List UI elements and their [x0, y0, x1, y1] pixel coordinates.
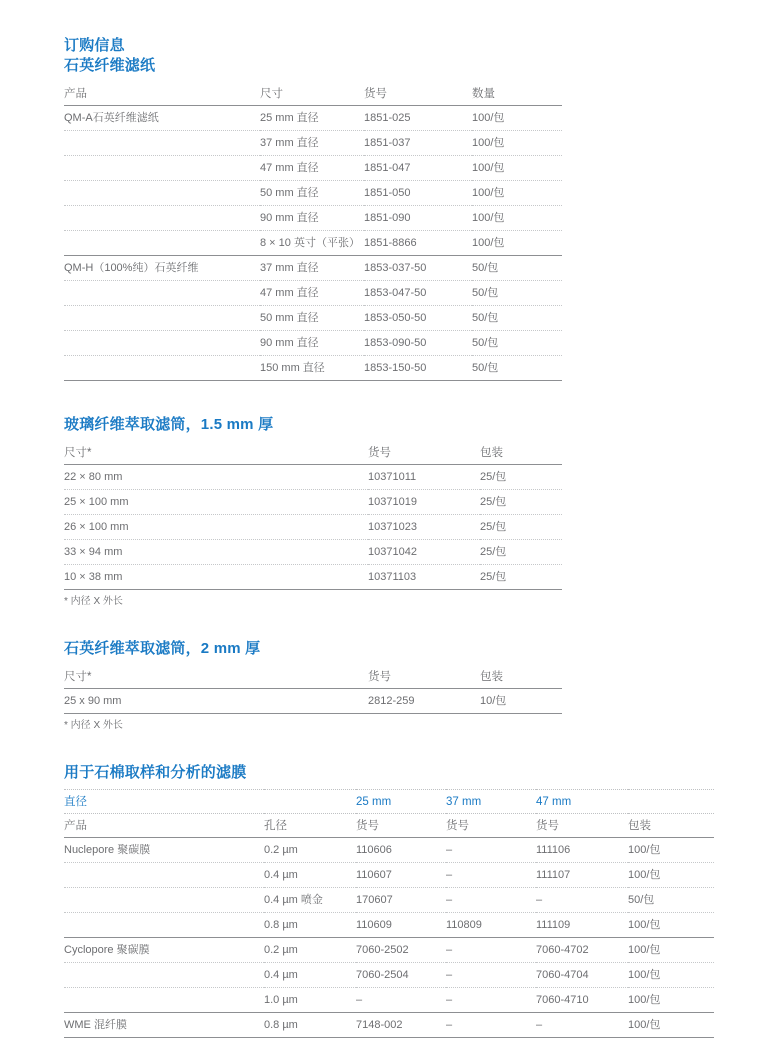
table-row	[64, 231, 562, 256]
column-header-pack: 包装	[628, 814, 714, 838]
cell-catalog-47mm: 7060-4702	[536, 938, 628, 963]
diameter-spacer	[264, 790, 356, 814]
cell-quantity: 100/包	[472, 206, 562, 231]
column-header-product: 产品	[64, 814, 264, 838]
cell-product: WME 混纤膜	[64, 1013, 264, 1038]
cell-product: Nuclepore 聚碳膜	[64, 844, 151, 856]
cell-product	[64, 156, 260, 181]
cell-catalog-47mm: 111109	[536, 913, 628, 938]
column-header-pack: 包装	[480, 441, 562, 465]
cell-quantity: 100/包	[472, 112, 505, 124]
cell-catalog-47mm: 111106	[536, 844, 571, 856]
cell-catalog-25mm: 170607	[356, 888, 446, 913]
table-row	[64, 256, 562, 281]
cell-pack: 100/包	[628, 1013, 714, 1038]
cell-product	[64, 963, 264, 988]
cell-pore-size: 1.0 µm	[264, 988, 356, 1013]
cell-product	[64, 356, 260, 381]
cell-catalog: 1853-150-50	[364, 356, 472, 381]
table-quartz-fiber-paper	[64, 82, 562, 381]
spacer	[64, 733, 720, 763]
cell-catalog-25mm: 7060-2504	[356, 963, 446, 988]
footnote-glass-thimble: * 内径 X 外长	[64, 596, 123, 607]
cell-catalog-47mm: –	[536, 1013, 628, 1038]
table-row	[64, 356, 562, 381]
table-row	[64, 206, 562, 231]
cell-catalog-37mm: –	[446, 963, 536, 988]
cell-quantity: 50/包	[472, 356, 562, 381]
cell-catalog: 10371011	[368, 471, 417, 483]
cell-pack: 100/包	[628, 963, 714, 988]
table-row	[64, 913, 714, 938]
table-row	[64, 1013, 714, 1038]
table-header-row	[64, 82, 562, 106]
cell-quantity: 100/包	[472, 181, 562, 206]
cell-product	[64, 206, 260, 231]
section-heading-quartz-paper: 石英纤维滤纸	[64, 57, 156, 74]
cell-product: QM-A石英纤维滤纸	[64, 112, 159, 124]
cell-quantity: 100/包	[472, 231, 562, 256]
cell-size: 8 × 10 英寸（平张）	[260, 231, 364, 256]
cell-pack: 25/包	[480, 540, 562, 565]
cell-size: 25 mm 直径	[260, 112, 319, 124]
table-row	[64, 490, 562, 515]
cell-catalog-25mm: 7060-2502	[356, 938, 446, 963]
table-row	[64, 838, 714, 863]
cell-product	[64, 988, 264, 1013]
cell-quantity: 50/包	[472, 256, 562, 281]
cell-catalog: 2812-259	[368, 689, 480, 714]
table-row	[64, 465, 562, 490]
table-row	[64, 331, 562, 356]
column-header-catalog-47mm: 货号	[536, 814, 628, 838]
cell-product: Cyclopore 聚碳膜	[64, 938, 264, 963]
cell-catalog: 1851-037	[364, 131, 472, 156]
column-header-catalog: 货号	[368, 665, 480, 689]
column-header-size: 尺寸*	[64, 665, 368, 689]
cell-catalog: 1853-050-50	[364, 306, 472, 331]
table-row	[64, 156, 562, 181]
cell-quantity: 100/包	[472, 131, 562, 156]
cell-size: 26 × 100 mm	[64, 515, 368, 540]
table-asbestos-membranes-body	[64, 790, 714, 1038]
table-asbestos-membranes	[64, 789, 714, 1038]
table-row	[64, 863, 714, 888]
cell-product	[64, 181, 260, 206]
cell-catalog: 10371103	[368, 565, 480, 590]
table-row	[64, 938, 714, 963]
cell-pore-size: 0.4 µm	[264, 863, 356, 888]
table-row	[64, 181, 562, 206]
cell-size: 25 x 90 mm	[64, 689, 368, 714]
table-glass-fiber-thimbles-body	[64, 441, 562, 590]
cell-pack: 50/包	[628, 888, 714, 913]
table-row	[64, 565, 562, 590]
cell-catalog-47mm: 7060-4710	[536, 988, 628, 1013]
cell-size: 50 mm 直径	[260, 181, 364, 206]
cell-product	[64, 306, 260, 331]
cell-quantity: 50/包	[472, 281, 562, 306]
cell-pack: 25/包	[480, 471, 507, 483]
cell-pack: 100/包	[628, 988, 714, 1013]
cell-catalog-37mm: –	[446, 844, 453, 856]
cell-pore-size: 0.2 µm	[264, 938, 356, 963]
cell-product	[64, 913, 264, 938]
cell-quantity: 50/包	[472, 306, 562, 331]
cell-size: 90 mm 直径	[260, 206, 364, 231]
cell-pore-size: 0.4 µm	[264, 963, 356, 988]
cell-product: QM-H（100%纯）石英纤维	[64, 256, 260, 281]
cell-catalog: 1853-090-50	[364, 331, 472, 356]
cell-size: 37 mm 直径	[260, 256, 364, 281]
table-row	[64, 515, 562, 540]
cell-pack: 25/包	[480, 515, 562, 540]
cell-catalog: 10371019	[368, 490, 480, 515]
table-diameter-band-row	[64, 790, 714, 814]
spacer	[64, 609, 720, 639]
cell-quantity: 100/包	[472, 156, 562, 181]
cell-catalog: 10371042	[368, 540, 480, 565]
cell-pack: 100/包	[628, 913, 714, 938]
section-heading-quartz-thimble: 石英纤维萃取滤筒，2 mm 厚	[64, 640, 261, 657]
column-header-catalog: 货号	[364, 82, 472, 106]
cell-pore-size: 0.4 µm 喷金	[264, 888, 356, 913]
cell-catalog-37mm: –	[446, 938, 536, 963]
table-row	[64, 306, 562, 331]
cell-pore-size: 0.8 µm	[264, 1013, 356, 1038]
table-row	[64, 131, 562, 156]
table-row	[64, 106, 562, 131]
diameter-37mm: 37 mm	[446, 790, 536, 814]
diameter-label: 直径	[64, 790, 264, 814]
section-heading-glass-thimble: 玻璃纤维萃取滤筒，1.5 mm 厚	[64, 416, 274, 433]
cell-catalog-37mm: –	[446, 988, 536, 1013]
table-quartz-fiber-thimbles-body	[64, 665, 562, 714]
column-header-pore-size: 孔径	[264, 814, 356, 838]
cell-catalog-47mm: 7060-4704	[536, 963, 628, 988]
cell-product	[64, 231, 260, 256]
spacer	[64, 381, 720, 415]
cell-pack: 25/包	[480, 565, 562, 590]
cell-size: 25 × 100 mm	[64, 490, 368, 515]
table-glass-fiber-thimbles	[64, 441, 562, 590]
diameter-pack-spacer	[628, 790, 714, 814]
section-heading-asbestos: 用于石棉取样和分析的滤膜	[64, 764, 247, 781]
column-header-catalog: 货号	[368, 441, 480, 465]
cell-product	[64, 331, 260, 356]
cell-size: 47 mm 直径	[260, 156, 364, 181]
cell-catalog-37mm: –	[446, 888, 536, 913]
cell-pack: 100/包	[628, 863, 714, 888]
page-title: 订购信息	[64, 37, 125, 54]
cell-pack: 25/包	[480, 490, 562, 515]
cell-size: 10 × 38 mm	[64, 565, 368, 590]
cell-catalog-25mm: 110609	[356, 913, 446, 938]
column-header-quantity: 数量	[472, 82, 562, 106]
cell-catalog-37mm: 110809	[446, 913, 536, 938]
diameter-25mm: 25 mm	[356, 790, 446, 814]
cell-size: 33 × 94 mm	[64, 540, 368, 565]
column-header-catalog-37mm: 货号	[446, 814, 536, 838]
cell-product	[64, 888, 264, 913]
table-header-row	[64, 441, 562, 465]
cell-catalog-25mm: 110607	[356, 863, 446, 888]
cell-size: 50 mm 直径	[260, 306, 364, 331]
cell-product	[64, 131, 260, 156]
cell-pore-size: 0.8 µm	[264, 913, 356, 938]
table-row	[64, 689, 562, 714]
column-header-pack: 包装	[480, 665, 562, 689]
cell-pack: 10/包	[480, 689, 562, 714]
table-row	[64, 988, 714, 1013]
table-quartz-fiber-thimbles	[64, 665, 562, 714]
column-header-size: 尺寸	[260, 82, 364, 106]
footnote-quartz-thimble: * 内径 X 外长	[64, 720, 123, 731]
cell-pack: 100/包	[628, 938, 714, 963]
cell-catalog-37mm: –	[446, 863, 536, 888]
cell-size: 90 mm 直径	[260, 331, 364, 356]
cell-catalog: 1851-025	[364, 112, 411, 124]
table-row	[64, 540, 562, 565]
cell-catalog: 10371023	[368, 515, 480, 540]
cell-catalog-37mm: –	[446, 1013, 536, 1038]
cell-size: 37 mm 直径	[260, 131, 364, 156]
cell-catalog: 1851-090	[364, 206, 472, 231]
column-header-size: 尺寸*	[64, 441, 368, 465]
cell-catalog: 1851-047	[364, 156, 472, 181]
cell-quantity: 50/包	[472, 331, 562, 356]
table-header-row	[64, 814, 714, 838]
cell-catalog-25mm: 7148-002	[356, 1013, 446, 1038]
cell-catalog-47mm: –	[536, 888, 628, 913]
cell-size: 47 mm 直径	[260, 281, 364, 306]
table-row	[64, 281, 562, 306]
cell-catalog-25mm: –	[356, 988, 446, 1013]
cell-catalog-47mm: 111107	[536, 863, 628, 888]
table-row	[64, 888, 714, 913]
cell-catalog: 1851-8866	[364, 231, 472, 256]
cell-size: 150 mm 直径	[260, 356, 364, 381]
cell-pack: 100/包	[628, 844, 661, 856]
cell-size: 22 × 80 mm	[64, 471, 123, 483]
cell-catalog: 1851-050	[364, 181, 472, 206]
cell-pore-size: 0.2 µm	[264, 844, 298, 856]
column-header-product: 产品	[64, 82, 260, 106]
cell-catalog: 1853-037-50	[364, 256, 472, 281]
column-header-catalog-25mm: 货号	[356, 814, 446, 838]
cell-catalog-25mm: 110606	[356, 844, 392, 856]
diameter-47mm: 47 mm	[536, 790, 628, 814]
table-row	[64, 963, 714, 988]
cell-product	[64, 863, 264, 888]
cell-product	[64, 281, 260, 306]
table-header-row	[64, 665, 562, 689]
cell-catalog: 1853-047-50	[364, 281, 472, 306]
table-quartz-fiber-paper-body	[64, 82, 562, 381]
